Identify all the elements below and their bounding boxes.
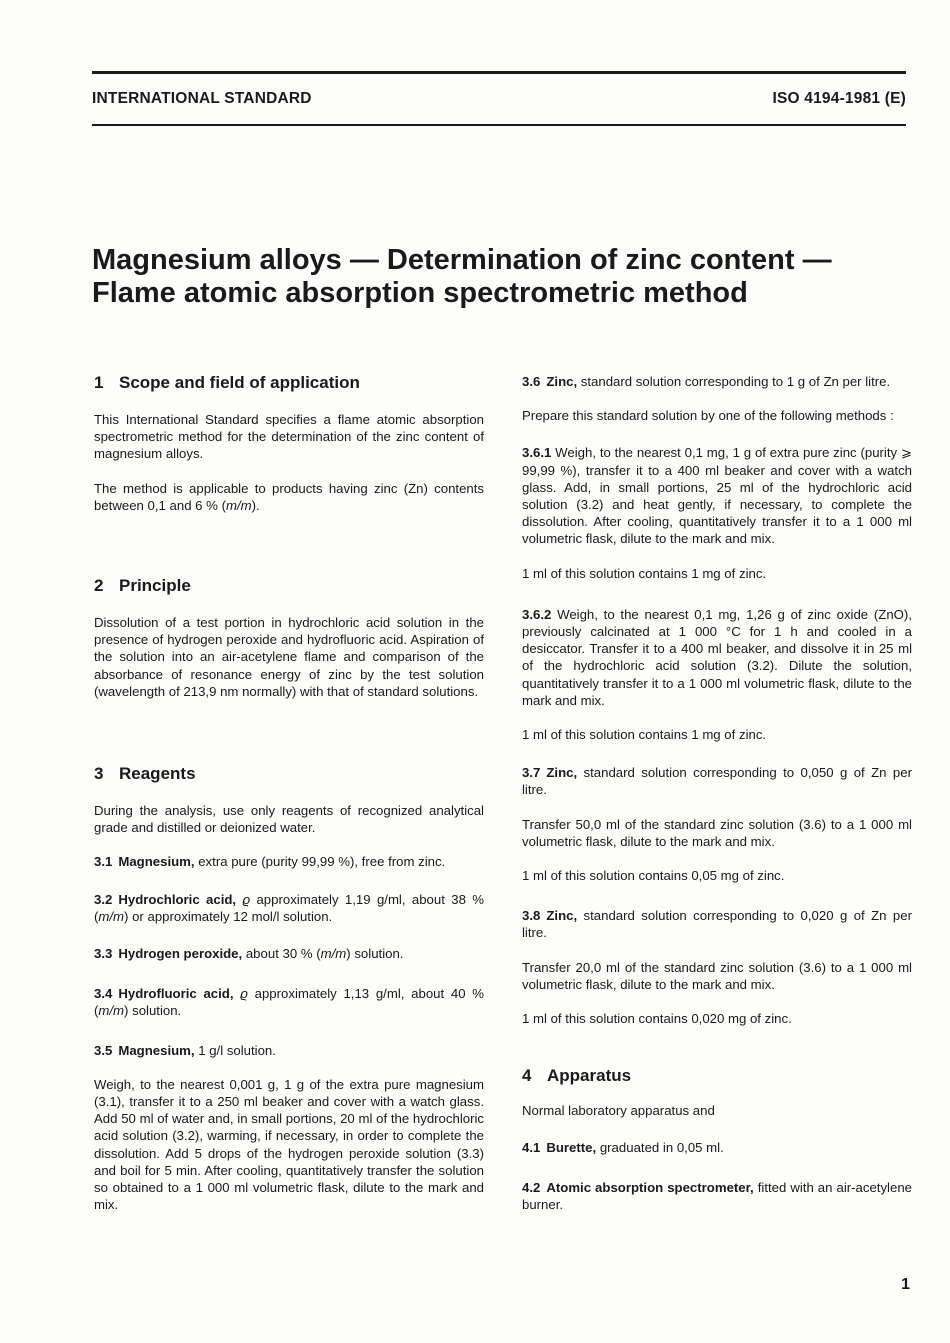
clause-3-5: 3.5 Magnesium, 1 g/l solution. [94,1042,276,1058]
section-1-heading: 1 Scope and field of application [94,373,360,392]
section-3-intro: During the analysis, use only reagents of recognized analytical grade and distilled or deionized water. [94,803,484,836]
clause-3-6: 3.6 Zinc, standard solution corresponding to 1 g of Zn per litre. [522,374,891,389]
clause-3-6-2: 3.6.2 Weigh, to the nearest 0,1 mg, 1,26 g of zinc oxide (ZnO), previously calcinated at 1 000 °C for 1 h and cooled in a desiccator. Transfer it to a 400 ml beaker, and dissolve it in 25 ml of the hydrochloric acid solution (3.2). Dilute the solution, quantitatively transfer it to a 1 000 ml volumetric flask, dilute to the mark and mix. [522,606,912,708]
clause-3-8-procedure: Transfer 20,0 ml of the standard zinc solution (3.6) to a 1 000 ml volumetric flask, dilute to the mark and mix. [522,959,912,992]
clause-3-7-procedure: Transfer 50,0 ml of the standard zinc solution (3.6) to a 1 000 ml volumetric flask, dilute to the mark and mix. [522,816,912,849]
section-4-heading: 4 Apparatus [522,1066,632,1086]
page-number: 1 [901,1276,910,1293]
title-line-1: Magnesium alloys — Determination of zinc content — [92,244,832,276]
header-top-rule [92,71,906,74]
header-standard-type: INTERNATIONAL STANDARD [92,90,312,107]
clause-3-6-1-concentration: 1 ml of this solution contains 1 mg of zinc. [522,565,767,581]
clause-3-6-1: 3.6.1 Weigh, to the nearest 0,1 mg, 1 g of extra pure zinc (purity ⩾ 99,99 %), transfer it to a 400 ml beaker and cover with a watch glass. Add, in small portions, 25 ml of the hydrochloric acid solution (3.2) and heat gently, if necessary, to complete the dissolution. After cooling, quantitatively transfer it to a 1 000 ml volumetric flask, dilute to the mark and mix. [522,445,912,547]
section-1-paragraph-1: This International Standard specifies a flame atomic absorption spectrometric method for the determination of the zinc content of magnesium alloys. [94,412,484,462]
clause-3-6-2-concentration: 1 ml of this solution contains 1 mg of zinc. [522,727,767,743]
section-4-intro: Normal laboratory apparatus and [522,1103,715,1119]
section-3-heading: 3 Reagents [94,764,196,784]
left-column [94,373,484,1213]
document-title [92,244,892,310]
clause-3-5-procedure: Weigh, to the nearest 0,001 g, 1 g of the extra pure magnesium (3.1), transfer it to a 250 ml beaker and cover with a watch glass. Add 50 ml of water and, in small portions, 20 ml of the hydrochloric acid solution (3.2), warming, if necessary, in order to complete the dissolution. Add 5 drops of the hydrogen peroxide solution (3.3) and boil for 5 min. After cooling, quantitatively transfer the solution so obtained to a 1 000 ml volumetric flask, dilute to the mark and mix. [94,1076,484,1213]
section-2-heading: 2 Principle [94,576,191,596]
header-bottom-rule [92,124,906,126]
clause-3-1: 3.1 Magnesium, extra pure (purity 99,99 %), free from zinc. [94,854,446,870]
clause-3-7-concentration: 1 ml of this solution contains 0,05 mg of zinc. [522,868,785,884]
clause-3-2: 3.2 Hydrochloric acid, ϱ approximately 1,19 g/ml, about 38 % (m/m) or approximately 12 mol/l solution. [94,891,484,924]
clause-4-1: 4.1 Burette, graduated in 0,05 ml. [522,1140,724,1156]
clause-3-4: 3.4 Hydrofluoric acid, ϱ approximately 1,13 g/ml, about 40 % (m/m) solution. [94,986,484,1019]
clause-3-3: 3.3 Hydrogen peroxide, about 30 % (m/m) solution. [94,946,404,962]
clause-3-8-concentration: 1 ml of this solution contains 0,020 mg of zinc. [522,1011,792,1027]
clause-4-2: 4.2 Atomic absorption spectrometer, fitted with an air-acetylene burner. [522,1179,912,1212]
header-standard-number: ISO 4194-1981 (E) [772,90,906,107]
section-2-paragraph-1: Dissolution of a test portion in hydrochloric acid solution in the presence of hydrogen peroxide and hydrofluoric acid. Aspiration of the solution into an air-acetylene flame and comparison of the absorbance of resonance energy of zinc by the test solution (wavelength of 213,9 nm normally) with that of standard solutions. [94,615,484,699]
section-1-paragraph-2: The method is applicable to products having zinc (Zn) contents between 0,1 and 6 % (m/m). [94,480,484,513]
clause-3-8: 3.8 Zinc, standard solution corresponding to 0,020 g of Zn per litre. [522,908,912,941]
clause-3-7: 3.7 Zinc, standard solution corresponding to 0,050 g of Zn per litre. [522,765,912,798]
right-column [522,373,912,1213]
title-line-2: Flame atomic absorption spectrometric method [92,277,748,309]
clause-3-6-intro: Prepare this standard solution by one of the following methods : [522,408,894,424]
